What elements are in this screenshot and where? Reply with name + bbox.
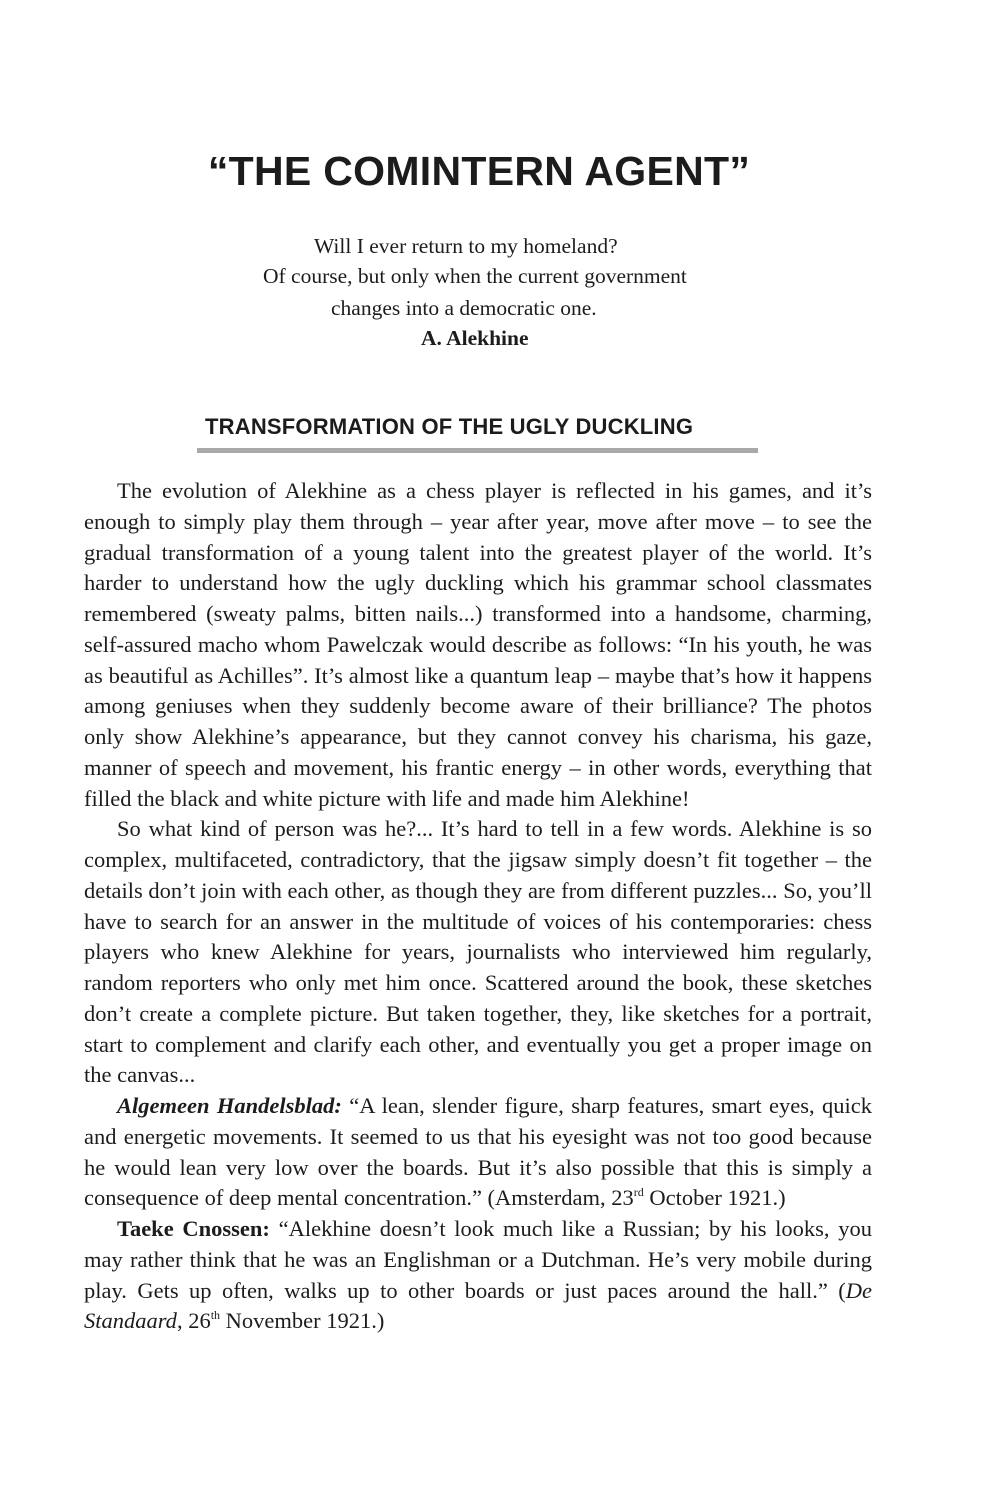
- publication-name: De Standaard: [84, 1277, 872, 1334]
- epigraph-author: A. Alekhine: [421, 326, 529, 350]
- paragraph: So what kind of person was he?... It’s hard to tell in a few words. Alekhine is so complex, multifaceted, contradictory, that the jigsaw simply doesn’t fit together – the details don’t join with each other, as though they are from different puzzles... So, you’ll have to search for an answer in the multitude of voices of his contemporaries: chess players who knew Alekhine for years, journalists who interviewed him regularly, random reporters who only met him once. Scattered around the book, these sketches don’t create a complete picture. But taken together, they, like sketches for a portrait, start to complement and clarify each other, and eventually you get a proper image on the canvas...: [84, 816, 872, 1088]
- chapter-title: “THE COMINTERN AGENT”: [207, 148, 751, 194]
- body-text: [84, 476, 872, 1337]
- ordinal-suffix: rd: [633, 1185, 644, 1200]
- ordinal-suffix: th: [210, 1308, 221, 1323]
- quote-date: , 26: [176, 1308, 211, 1334]
- quote-text: “A lean, slender figure, sharp features, smart eyes, quick and energetic movements. It seemed to us that his eyesight was not too good because he would lean very low over the boards. But it’s also possible that this is simply a consequence of deep mental concentration.” (Amsterdam, 23: [84, 1093, 872, 1211]
- quote-text: “Alekhine doesn’t look much like a Russian; by his looks, you may rather think that he was an Englishman or a Dutchman. He’s very mobile during play. Gets up often, walks up to other boards or just paces around the hall.” (: [84, 1216, 873, 1303]
- paragraph: The evolution of Alekhine as a chess player is reflected in his games, and it’s enough to simply play them through – year after year, move after move – to see the gradual transformation of a young talent into the greatest player of the world. It’s harder to understand how the ugly duckling which his grammar school classmates remembered (sweaty palms, bitten nails...) transformed into a handsome, charming, self-assured macho whom Pawelczak would describe as follows: “In his youth, he was as beautiful as Achilles”. It’s almost like a quantum leap – maybe that’s how it happens among geniuses when they suddenly become aware of their brilliance? The photos only show Alekhine’s appearance, but they cannot convey his charisma, his gaze, manner of speech and movement, his frantic energy – in other words, everything that filled the black and white picture with life and made him Alekhine!: [84, 478, 872, 811]
- paragraph: [84, 1214, 872, 1337]
- epigraph-line: changes into a democratic one.: [331, 296, 597, 320]
- paragraph: [84, 1091, 872, 1214]
- quote-date: November 1921.): [220, 1308, 385, 1334]
- section-heading: TRANSFORMATION OF THE UGLY DUCKLING: [205, 414, 694, 439]
- quote-speaker: Taeke Cnossen:: [117, 1216, 270, 1241]
- quote-source: Algemeen Handelsblad:: [117, 1093, 342, 1118]
- section-underline: [197, 448, 758, 453]
- quote-date: October 1921.): [643, 1185, 786, 1211]
- epigraph-line: Of course, but only when the current government: [263, 264, 687, 288]
- epigraph-line: Will I ever return to my homeland?: [314, 234, 618, 258]
